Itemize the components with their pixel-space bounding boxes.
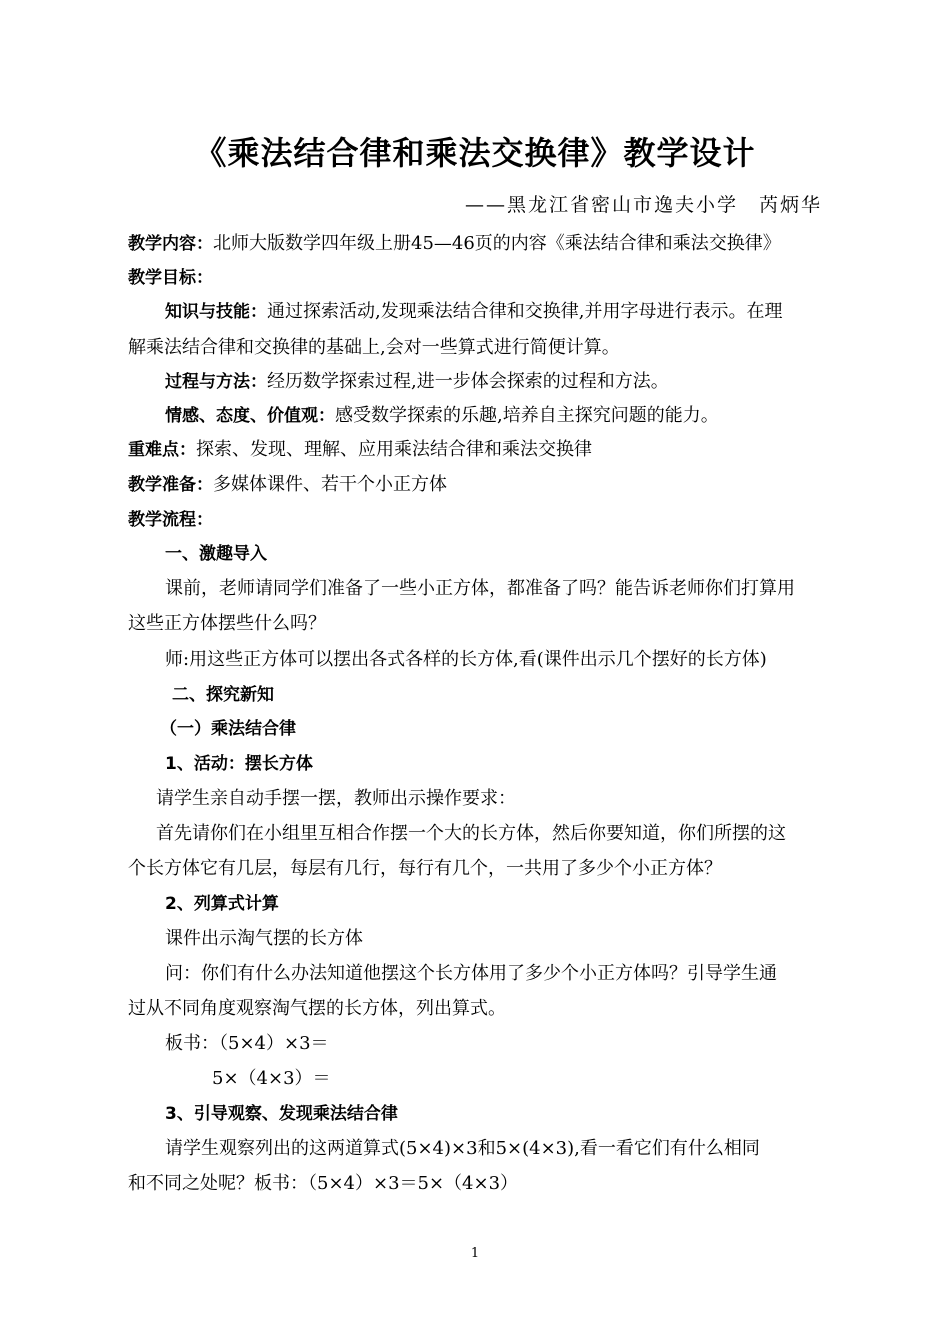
text: 通过探索活动,发现乘法结合律和交换律,并用字母进行表示。在理: [267, 301, 783, 322]
paragraph-line: 和不同之处呢？板书：（5×4）×3＝5×（4×3）: [128, 1173, 519, 1194]
label: 教学流程：: [128, 510, 213, 530]
text: 北师大版数学四年级上册45—46页的内容《乘法结合律和乘法交换律》: [213, 233, 781, 254]
paragraph-line: 首先请你们在小组里互相合作摆一个大的长方体，然后你要知道，你们所摆的这: [156, 823, 786, 844]
text: 多媒体课件、若干个小正方体: [213, 474, 447, 495]
teaching-content: [128, 232, 781, 256]
paragraph-line: 问：你们有什么办法知道他摆这个长方体用了多少个小正方体吗？引导学生通: [165, 963, 777, 984]
subsection-heading: 3、引导观察、发现乘法结合律: [165, 1104, 398, 1124]
label: 教学目标：: [128, 268, 213, 288]
paragraph-line: 解乘法结合律和交换律的基础上,会对一些算式进行简便计算。: [128, 337, 620, 358]
process-method: [165, 370, 669, 394]
label: 知识与技能：: [165, 302, 267, 322]
subsection-heading: 1、活动：摆长方体: [165, 754, 313, 774]
knowledge-skills: [165, 300, 782, 324]
label: 教学准备：: [128, 475, 213, 495]
paragraph-line: 课前，老师请同学们准备了一些小正方体，都准备了吗？能告诉老师你们打算用: [165, 578, 795, 599]
text: 感受数学探索的乐趣,培养自主探究问题的能力。: [335, 405, 719, 426]
text: 经历数学探索过程,进一步体会探索的过程和方法。: [267, 371, 669, 392]
section-heading: 一、激趣导入: [165, 544, 267, 564]
subsection-heading: （一）乘法结合律: [160, 719, 296, 739]
teaching-goals: [128, 266, 213, 290]
board-writing: 5×（4×3）＝: [212, 1068, 331, 1089]
board-writing: 板书：（5×4）×3＝: [165, 1033, 329, 1054]
key-points: [128, 438, 592, 462]
subsection-heading: 2、列算式计算: [165, 894, 279, 914]
text: 探索、发现、理解、应用乘法结合律和乘法交换律: [196, 439, 592, 460]
author-line: ——黑龙江省密山市逸夫小学 芮炳华: [464, 194, 822, 216]
paragraph-line: 这些正方体摆些什么吗？: [128, 613, 326, 634]
page-number: 1: [470, 1246, 480, 1261]
label: 教学内容：: [128, 234, 213, 254]
teaching-process: [128, 508, 213, 532]
label: 重难点：: [128, 440, 196, 460]
paragraph-line: 请学生观察列出的这两道算式(5×4)×3和5×(4×3),看一看它们有什么相同: [165, 1138, 760, 1159]
paragraph-line: 师:用这些正方体可以摆出各式各样的长方体,看(课件出示几个摆好的长方体): [165, 649, 767, 670]
emotion-values: [165, 404, 719, 428]
label: 情感、态度、价值观：: [165, 406, 335, 426]
paragraph-line: 过从不同角度观察淘气摆的长方体，列出算式。: [128, 998, 506, 1019]
paragraph-line: 个长方体它有几层，每层有几行，每行有几个，一共用了多少个小正方体？: [128, 858, 722, 879]
teaching-prep: [128, 473, 447, 497]
label: 过程与方法：: [165, 372, 267, 392]
page-title: 《乘法结合律和乘法交换律》教学设计: [194, 134, 756, 172]
paragraph-line: 课件出示淘气摆的长方体: [165, 928, 363, 949]
paragraph-line: 请学生亲自动手摆一摆，教师出示操作要求：: [156, 788, 516, 809]
section-heading: 二、探究新知: [172, 685, 274, 705]
